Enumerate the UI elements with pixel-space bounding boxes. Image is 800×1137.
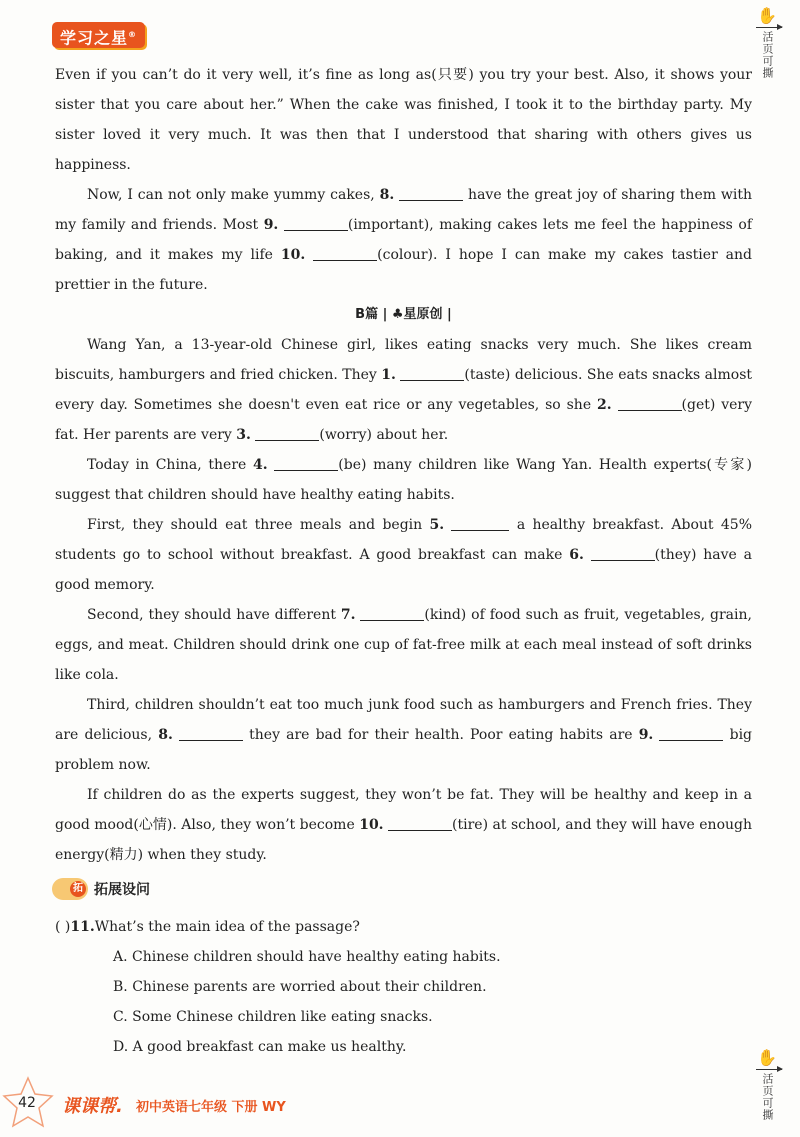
page-footer [0,1074,800,1134]
question-11 [55,912,752,1062]
option-d[interactable]: D. A good breakfast can make us healthy. [113,1039,407,1055]
question-stem: ( )11.What’s the main idea of the passage? [55,919,360,935]
passage-a-paragraph-2: Now, I can not only make yummy cakes, 8. have the great joy of sharing them with my family and friends. Most 9. (important), making cakes lets me feel the happiness of baking, and it makes my life 10. (colour). I hope I can make my cakes tastier and prettier in the future. [55,187,753,293]
glasses-icon: 拓 [52,878,88,900]
answer-blank[interactable] [313,246,377,261]
brand-name: 课课帮. [62,1096,123,1117]
section-b-title: B篇 | ♣星原创 | [355,307,452,322]
arrow-right-icon [756,27,782,28]
answer-blank[interactable] [388,816,452,831]
passage-content [55,60,752,870]
passage-b-paragraph-4: Second, they should have different 7. (kind) of food such as fruit, vegetables, grain, eggs, and meat. Children should drink one cup of fat-free milk at each meal instead of soft drinks like cola. [55,607,752,683]
option-a[interactable]: A. Chinese children should have healthy eating habits. [113,949,501,965]
passage-a-paragraph-1: Even if you can’t do it very well, it’s fine as long as(只要) you try your best. Also, it shows your sister that you care about her.” When the cake was finished, I took it to the birthday party. My sister loved it very much. It was then that I understood that sharing with others gives us happiness. [55,67,752,173]
option-c[interactable]: C. Some Chinese children like eating snacks. [113,1009,433,1025]
arrow-right-icon [756,1069,782,1070]
book-title: 初中英语七年级 下册 WY [136,1100,286,1115]
answer-blank[interactable] [399,186,463,201]
passage-b-paragraph-6: If children do as the experts suggest, they won’t be fat. They will be healthy and keep in a good mood(心情). Also, they won’t become 10. (tire) at school, and they will have enough energy(精力) when they study. [55,787,752,863]
extension-heading: 拓 拓展设问 [52,877,150,901]
answer-blank[interactable] [591,546,655,561]
tear-off-label: 活页可撕 [761,1073,774,1121]
answer-blank[interactable] [179,726,243,741]
hand-icon: ✋ [757,1048,777,1067]
answer-blank[interactable] [255,426,319,441]
answer-blank[interactable] [284,216,348,231]
answer-blank[interactable] [451,516,509,531]
publisher-logo: 学习之星® [52,22,145,48]
tear-off-strip-top [752,8,782,79]
answer-blank[interactable] [659,726,723,741]
answer-blank[interactable] [400,366,464,381]
hand-icon: ✋ [757,6,777,25]
tear-off-label: 活页可撕 [761,31,774,79]
page-number: 42 [18,1095,36,1111]
passage-b-paragraph-1: Wang Yan, a 13-year-old Chinese girl, likes eating snacks very much. She likes cream biscuits, hamburgers and fried chicken. They 1. (taste) delicious. She eats snacks almost every day. Sometimes she doesn't even eat rice or any vegetables, so she 2. (get) very fat. Her parents are very 3. (worry) about her. [55,337,753,443]
passage-b-paragraph-2: Today in China, there 4. (be) many children like Wang Yan. Health experts(专家) suggest that children should have healthy eating habits. [55,457,753,503]
answer-bracket[interactable]: ( ) [55,919,71,935]
option-b[interactable]: B. Chinese parents are worried about their children. [113,979,487,995]
passage-b-paragraph-5: Third, children shouldn’t eat too much junk food such as hamburgers and French fries. They are delicious, 8. they are bad for their health. Poor eating habits are 9. big problem now. [55,697,753,773]
passage-b-paragraph-3: First, they should eat three meals and begin 5. a healthy breakfast. About 45% students go to school without breakfast. A good breakfast can make 6. (they) have a good memory. [55,517,752,593]
answer-blank[interactable] [274,456,338,471]
answer-blank[interactable] [360,606,424,621]
answer-blank[interactable] [618,396,682,411]
